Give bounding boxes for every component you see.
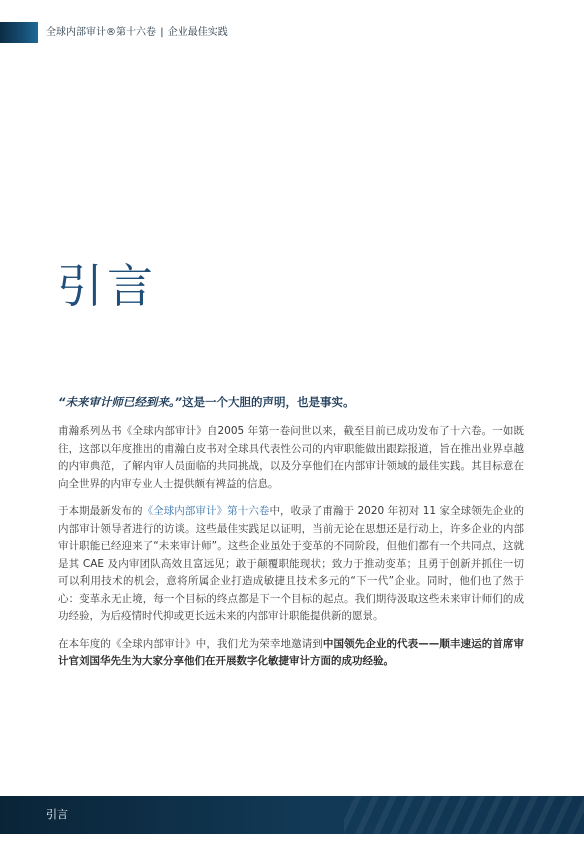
- lead-statement: [58, 393, 524, 411]
- header-series-title: 全球内部审计®第十六卷: [46, 27, 156, 38]
- body-content: [58, 393, 524, 681]
- page-footer: [0, 796, 584, 834]
- book-reference-link[interactable]: 《全球内部审计》第十六卷: [142, 505, 270, 517]
- footer-section-label: 引言: [46, 808, 68, 821]
- header-text: [46, 25, 228, 40]
- paragraph-2-pre: 于本期最新发布的: [58, 505, 143, 517]
- paragraph-3-highlight: 中国领先企业的代表——顺丰速运的首席审计官刘国华先生为大家分享他们在开展数字化敏捷审计方面的成功经验。: [58, 637, 525, 667]
- lead-quote: “未来审计师已经到来。”: [58, 395, 183, 409]
- header-separator: |: [160, 27, 164, 38]
- header-accent-bar: [0, 22, 38, 43]
- footer-decoration: [344, 796, 584, 834]
- header-section: 企业最佳实践: [167, 27, 228, 38]
- page-title: 引言: [57, 259, 157, 313]
- paragraph-1: 甫瀚系列丛书《全球内部审计》自2005 年第一卷问世以来，截至目前已成功发布了十六卷。一如既往，这部以年度推出的甫瀚白皮书对全球具代表性公司的内审职能做出跟踪报道，旨在推出业界卓越的内审典范，了解内审人员面临的共同挑战，以及分享他们在内部审计领域的最佳实践。其目标意在向全世界的内审专业人士提供颇有裨益的信息。: [58, 425, 524, 490]
- running-header: [0, 22, 584, 43]
- lead-rest: 这是一个大胆的声明，也是事实。: [182, 395, 355, 409]
- paragraph-3-pre: 在本年度的《全球内部审计》中，我们尤为荣幸地邀请到: [58, 637, 323, 650]
- paragraph-2: [58, 503, 524, 626]
- paragraph-2-post: 中，收录了甫瀚于 2020 年初对 11 家全球领先企业的内部审计领导者进行的访谈。这些最佳实践足以证明，当前无论在思想还是行动上，许多企业的内部审计职能已经迎来了“未来审计师”。这些企业虽处于变革的不同阶段，但他们都有一个共同点，这就是其 CAE 及内审团队高效且富远见；敢于颠覆职能现状；致力于推动变革；且勇于创新并抓住一切可以利用技术的机会，意将所属企业打造成敏捷且技术多元的“下一代”企业。同时，他们也了然于心：变革永无止境，每一个目标的终点都是下一个目标的起点。我们期待汲取这些未来审计师们的成功经验，为后疫情时代抑或更长远未来的内部审计职能提供新的愿景。: [58, 505, 525, 622]
- paragraph-3: [58, 636, 524, 671]
